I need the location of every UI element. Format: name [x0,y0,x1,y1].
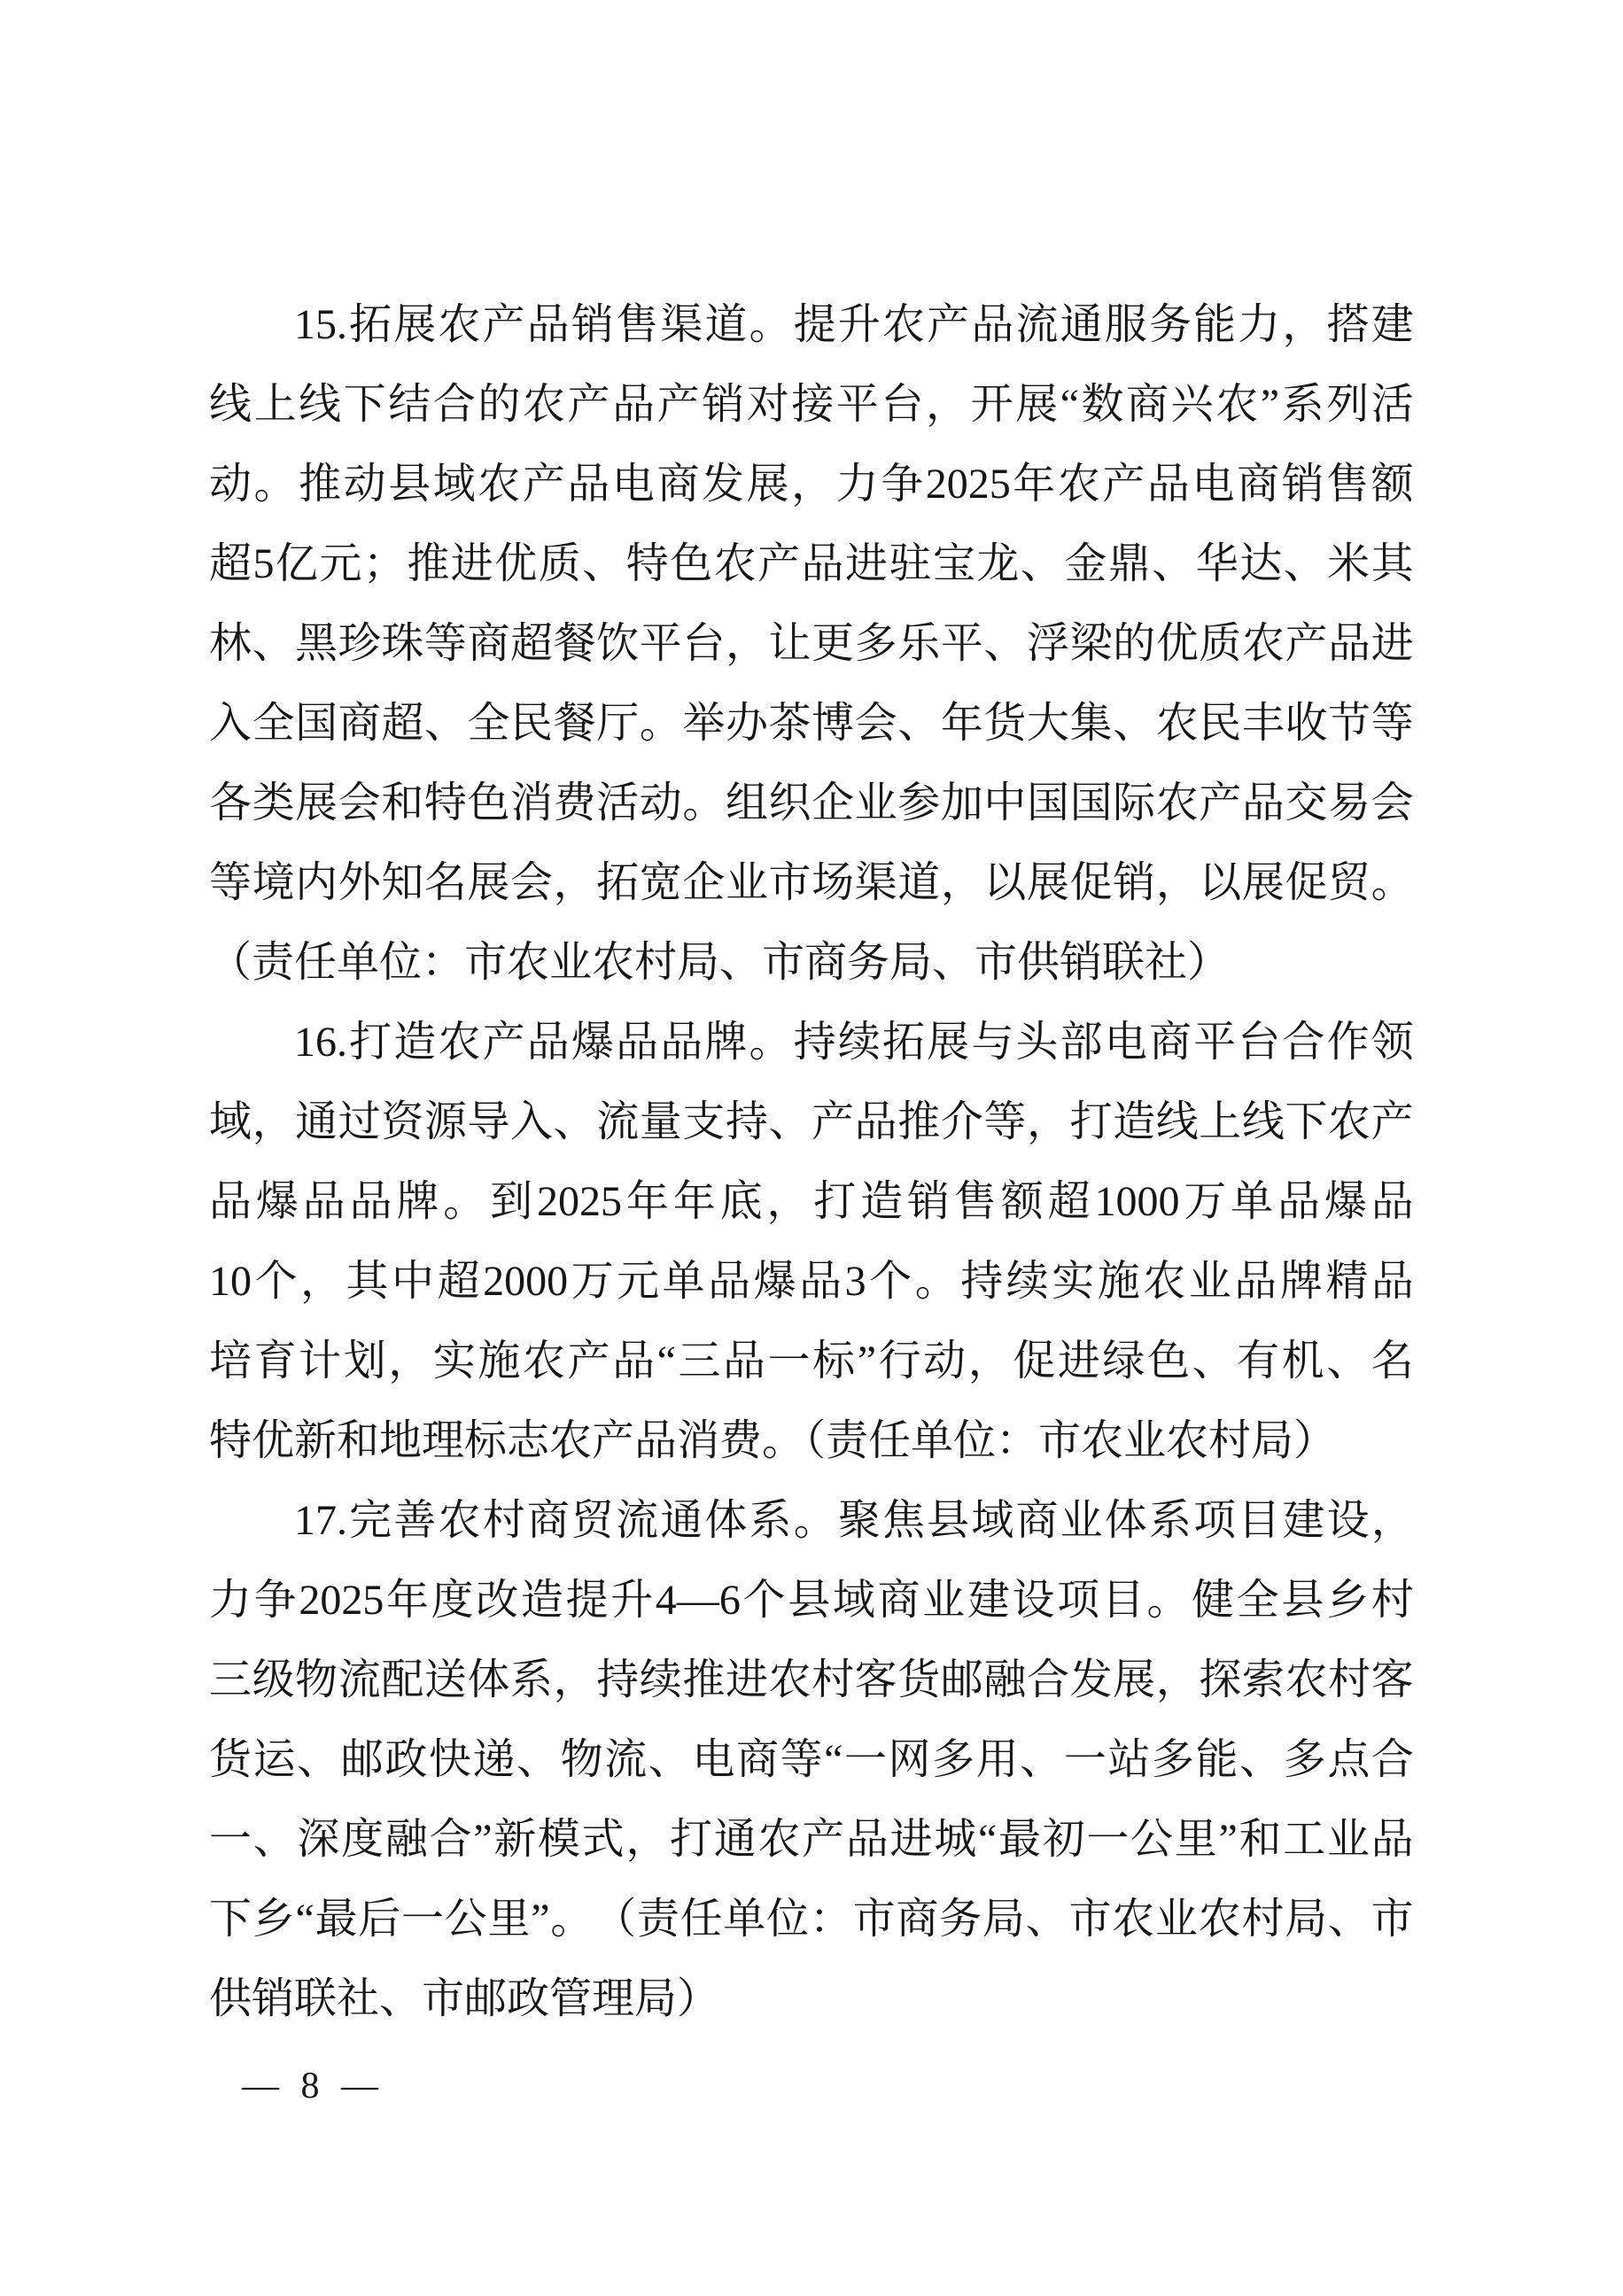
page-number: — 8 — [242,2066,380,2106]
text-line: 林 、 黑 珍 珠 等 商 超 餐 饮 平 台 ， 让 更 多 乐 平 、 浮 梁 的 优 质 农 产 品 进 [209,620,1414,667]
text-line: 入 全 国 商 超 、 全 民 餐 厅 。 举 办 茶 博 会 、 年 货 大 集 、 农 民 丰 收 节 等 [209,700,1414,747]
document-body [209,285,1414,2039]
text-line: 特优新和地理标志农产品消费。（责任单位：市农业农村局） [209,1417,1337,1464]
paragraph-item-17 [209,1481,1414,2039]
text-line: 等 境 内 外 知 名 展 会 ， 拓 宽 企 业 市 场 渠 道 ， 以 展 促 销 ， 以 展 促 贸 。 [209,859,1414,906]
text-line: 10 个 ， 其 中 超 2000 万 元 单 品 爆 品 3 个 。 持 续 实 施 农 业 品 牌 精 品 [209,1258,1414,1305]
text-line: 15. 拓 展 农 产 品 销 售 渠 道 。 提 升 农 产 品 流 通 服 务 能 力 ， 搭 建 [294,301,1414,348]
text-line: 超 5 亿 元 ； 推 进 优 质 、 特 色 农 产 品 进 驻 宝 龙 、 金 鼎 、 华 达 、 米 其 [209,540,1414,587]
text-line: 线 上 线 下 结 合 的 农 产 品 产 销 对 接 平 台 ， 开 展 “ 数 商 兴 农 ” 系 列 活 [209,381,1414,428]
text-line: 17. 完 善 农 村 商 贸 流 通 体 系 。 聚 焦 县 域 商 业 体 系 项 目 建 设 ， [294,1497,1414,1544]
paragraph-item-15 [209,285,1414,1003]
text-line: 培 育 计 划 ， 实 施 农 产 品 “ 三 品 一 标 ” 行 动 ， 促 进 绿 色 、 有 机 、 名 [209,1338,1414,1385]
text-line: 动 。 推 动 县 域 农 产 品 电 商 发 展 ， 力 争 2025 年 农 产 品 电 商 销 售 额 [209,461,1414,508]
text-line: 力 争 2025 年 度 改 造 提 升 4—6 个 县 域 商 业 建 设 项 目 。 健 全 县 乡 村 [209,1577,1414,1624]
text-line: 品 爆 品 品 牌 。 到 2025 年 年 底 ， 打 造 销 售 额 超 1000 万 单 品 爆 品 [209,1178,1414,1225]
text-line: （责任单位：市农业农村局、市商务局、市供销联社） [209,939,1231,986]
text-line: 供销联社、市邮政管理局） [209,1975,720,2022]
text-line: 三 级 物 流 配 送 体 系 ， 持 续 推 进 农 村 客 货 邮 融 合 发 展 ， 探 索 农 村 客 [209,1656,1414,1703]
text-line: 下 乡 “ 最 后 一 公 里 ” 。 （ 责 任 单 位 ： 市 商 务 局 、 市 农 业 农 村 局 、 市 [209,1896,1414,1943]
text-line: 一 、 深 度 融 合 ” 新 模 式 ， 打 通 农 产 品 进 城 “ 最 初 一 公 里 ” 和 工 业 品 [209,1816,1414,1863]
text-line: 各 类 展 会 和 特 色 消 费 活 动 。 组 织 企 业 参 加 中 国 国 际 农 产 品 交 易 会 [209,780,1414,826]
text-line: 域 ， 通 过 资 源 导 入 、 流 量 支 持 、 产 品 推 介 等 ， 打 造 线 上 线 下 农 产 [209,1098,1414,1145]
text-line: 16. 打 造 农 产 品 爆 品 品 牌 。 持 续 拓 展 与 头 部 电 商 平 台 合 作 领 [294,1019,1414,1066]
text-line: 货 运 、 邮 政 快 递 、 物 流 、 电 商 等 “ 一 网 多 用 、 一 站 多 能 、 多 点 合 [209,1736,1414,1783]
paragraph-item-16 [209,1003,1414,1481]
